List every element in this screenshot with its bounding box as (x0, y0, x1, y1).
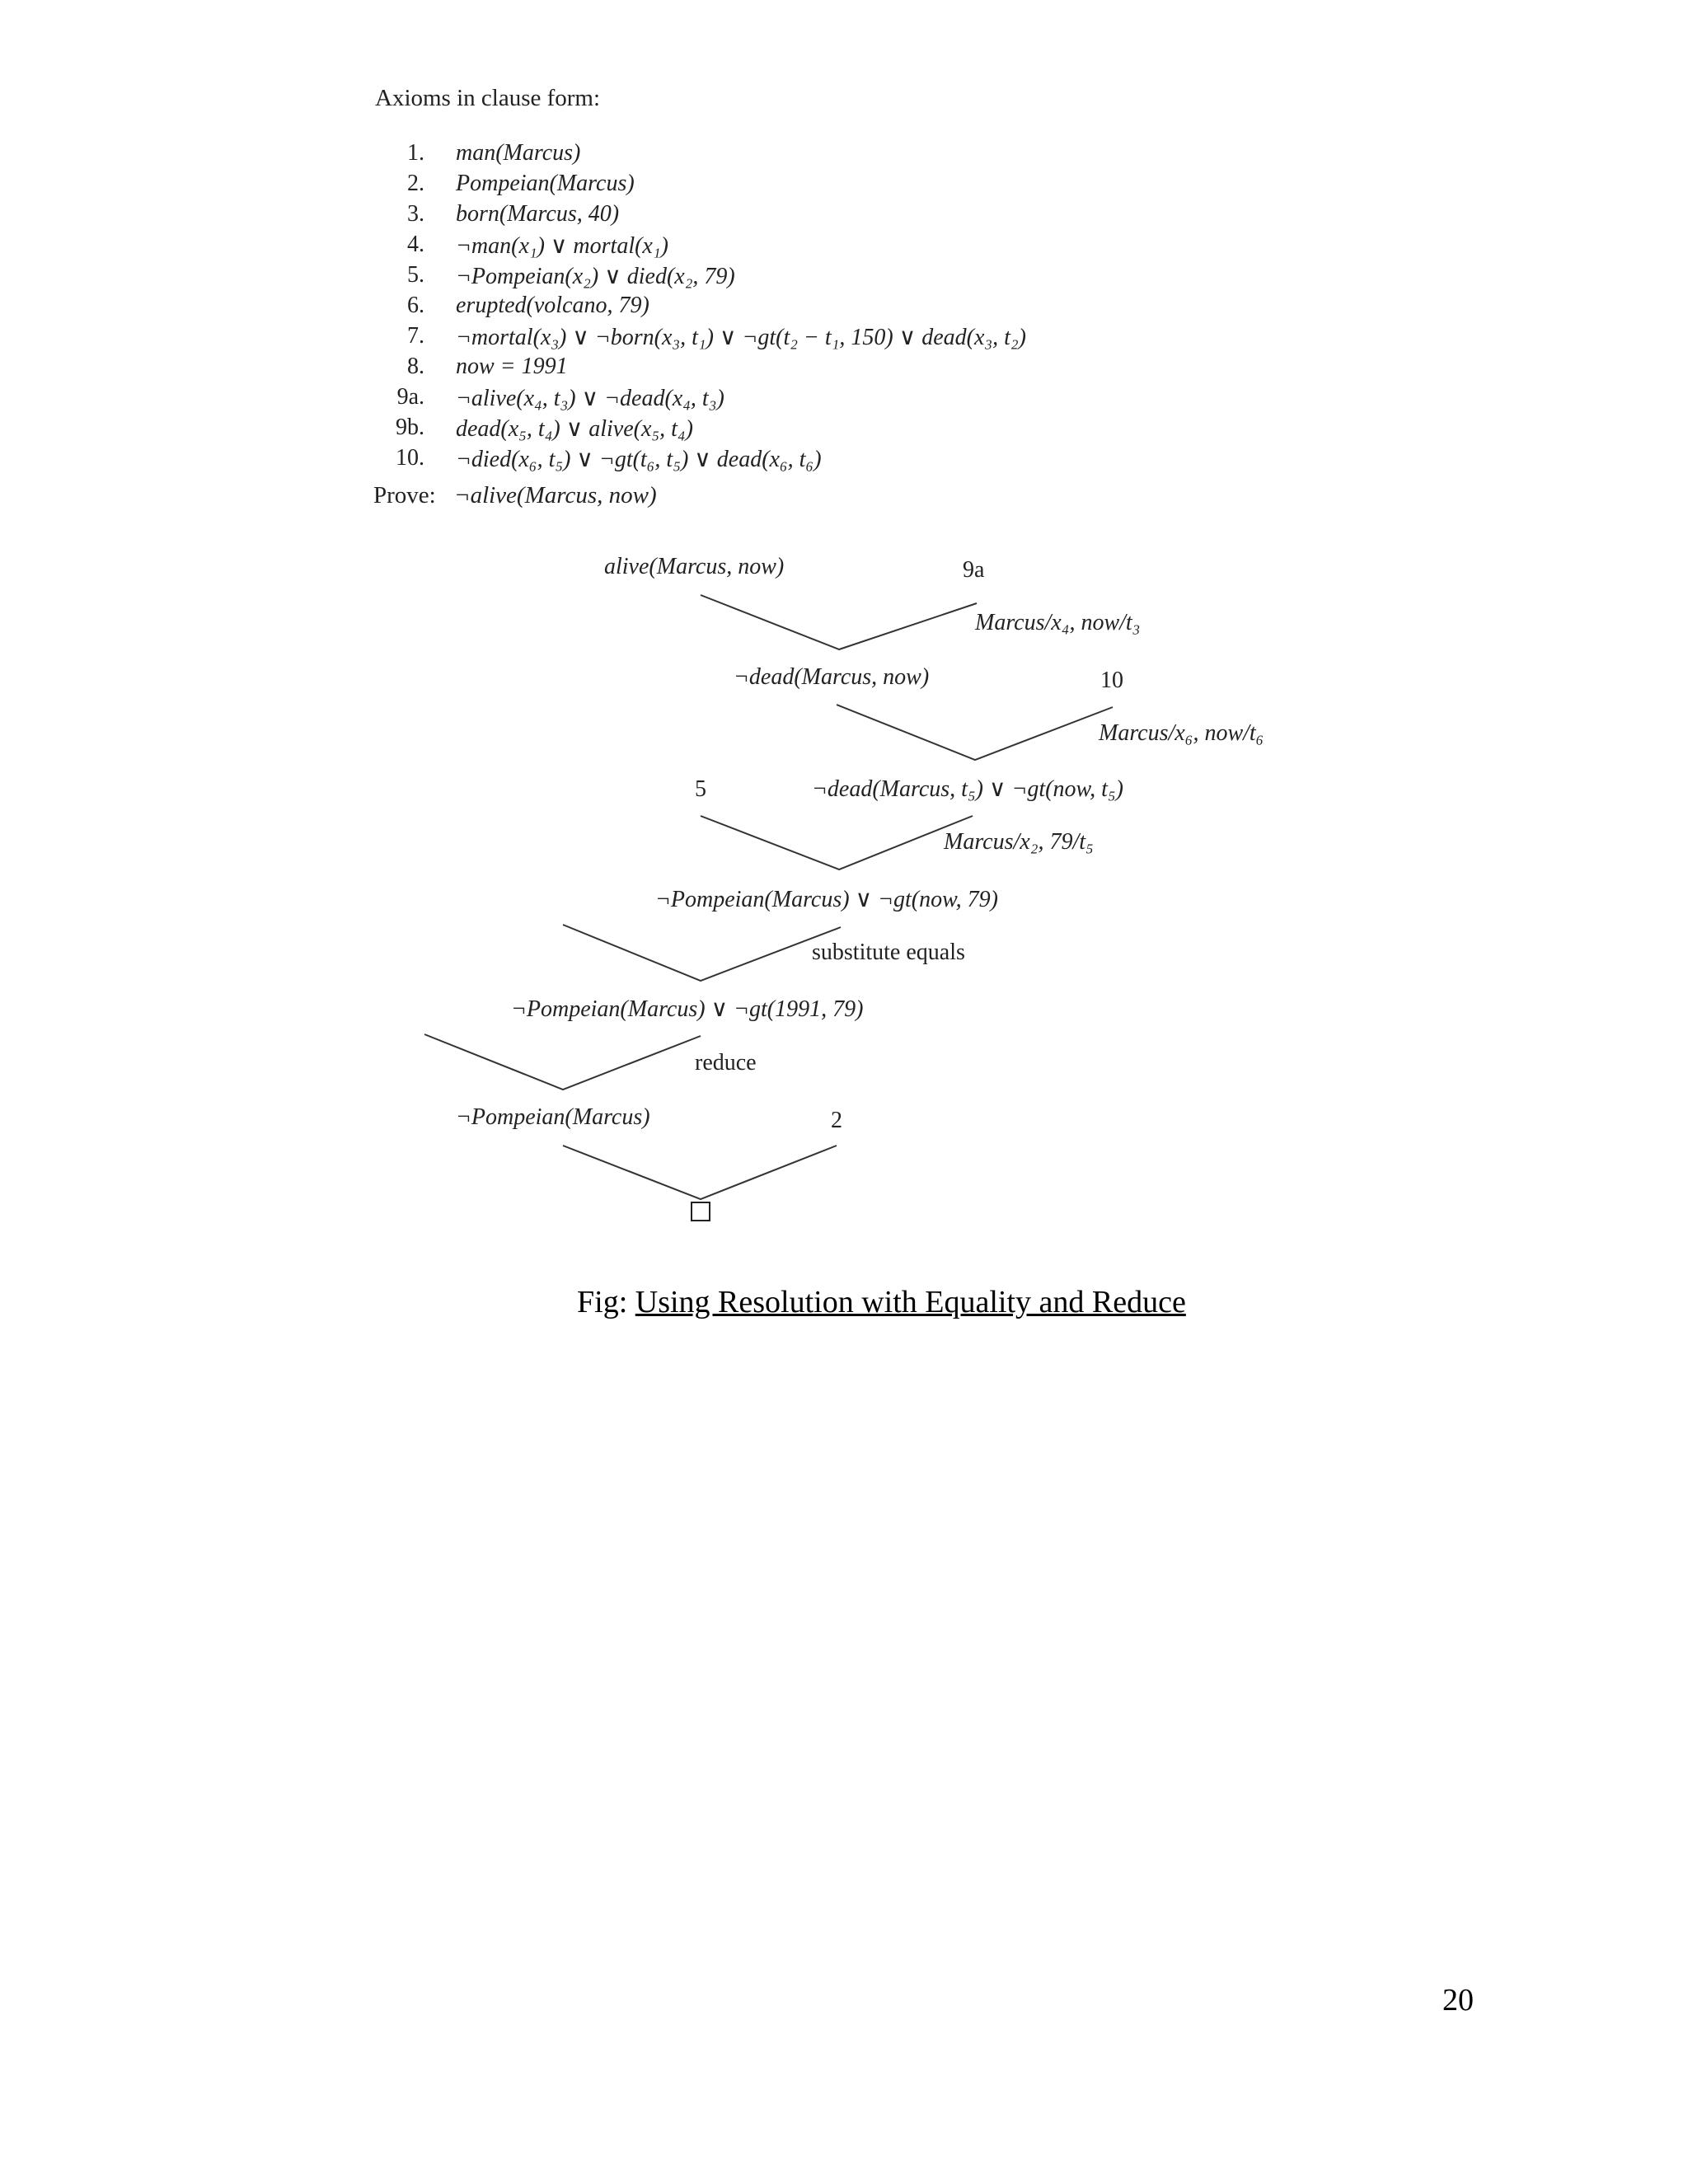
axiom-reference: 10 (1100, 668, 1123, 693)
axiom-clause: dead(x₅, t₄) ∨ alive(x₅, t₄) (456, 416, 693, 442)
resolution-edge (563, 1146, 837, 1199)
substitution-label: Marcus/x₄, now/t₃ (975, 610, 1141, 635)
step-note: reduce (695, 1050, 757, 1076)
axiom-number: 3. (407, 201, 424, 227)
resolution-edge (424, 1034, 701, 1090)
axiom-number: 8. (407, 354, 424, 379)
caption-prefix: Fig: (577, 1285, 628, 1319)
resolution-edge (563, 925, 841, 981)
axiom-number: 5. (407, 262, 424, 288)
axiom-reference: 2 (831, 1108, 842, 1133)
axiom-number: 10. (396, 445, 424, 471)
step-note: substitute equals (812, 940, 965, 965)
axiom-clause: now = 1991 (456, 354, 568, 379)
axiom-clause: born(Marcus, 40) (456, 201, 620, 227)
axiom-clause: Pompeian(Marcus) (456, 171, 635, 196)
page-number: 20 (1442, 1983, 1474, 2018)
resolvent-clause: alive(Marcus, now) (604, 554, 785, 579)
resolvent-clause: ¬dead(Marcus, t₅) ∨ ¬gt(now, t₅) (812, 776, 1123, 802)
axiom-clause: man(Marcus) (456, 140, 581, 166)
axiom-number: 1. (407, 140, 424, 166)
resolvent-clause: ¬Pompeian(Marcus) ∨ ¬gt(1991, 79) (511, 996, 864, 1022)
axiom-clause: erupted(volcano, 79) (456, 293, 649, 318)
axiom-clause: ¬Pompeian(x₂) ∨ died(x₂, 79) (456, 264, 735, 289)
resolvent-clause: ¬Pompeian(Marcus) ∨ ¬gt(now, 79) (655, 887, 998, 912)
axiom-clause: ¬man(x₁) ∨ mortal(x₁) (456, 233, 668, 259)
substitution-label: Marcus/x₂, 79/t₅ (944, 829, 1094, 855)
axiom-number: 6. (407, 293, 424, 318)
prove-label: Prove: (373, 482, 436, 509)
figure-caption (577, 1284, 1186, 1320)
axiom-reference: 5 (695, 776, 706, 802)
axiom-clause: ¬mortal(x₃) ∨ ¬born(x₃, t₁) ∨ ¬gt(t₂ − t₁, 150) ∨ dead(x₃, t₂) (456, 325, 1026, 350)
substitution-label: Marcus/x₆, now/t₆ (1099, 720, 1264, 746)
axiom-reference: 9a (963, 557, 985, 583)
axioms-heading: Axioms in clause form: (375, 85, 601, 111)
resolvent-clause: ¬dead(Marcus, now) (734, 664, 930, 690)
axiom-clause: ¬died(x₆, t₅) ∨ ¬gt(t₆, t₅) ∨ dead(x₆, t₆) (456, 447, 822, 472)
caption-title: Using Resolution with Equality and Reduce (635, 1285, 1186, 1319)
prove-goal: ¬alive(Marcus, now) (454, 482, 657, 509)
resolution-edge (701, 816, 973, 869)
axiom-number: 2. (407, 171, 424, 196)
empty-clause-box (691, 1202, 710, 1221)
resolution-edge (701, 595, 977, 649)
axiom-clause: ¬alive(x₄, t₃) ∨ ¬dead(x₄, t₃) (456, 386, 724, 411)
axiom-number: 9a. (396, 384, 424, 410)
axiom-number: 7. (407, 323, 424, 349)
resolvent-clause: ¬Pompeian(Marcus) (456, 1104, 650, 1130)
axiom-number: 9b. (396, 415, 424, 440)
resolution-edge (837, 705, 1113, 760)
axiom-number: 4. (407, 232, 424, 257)
